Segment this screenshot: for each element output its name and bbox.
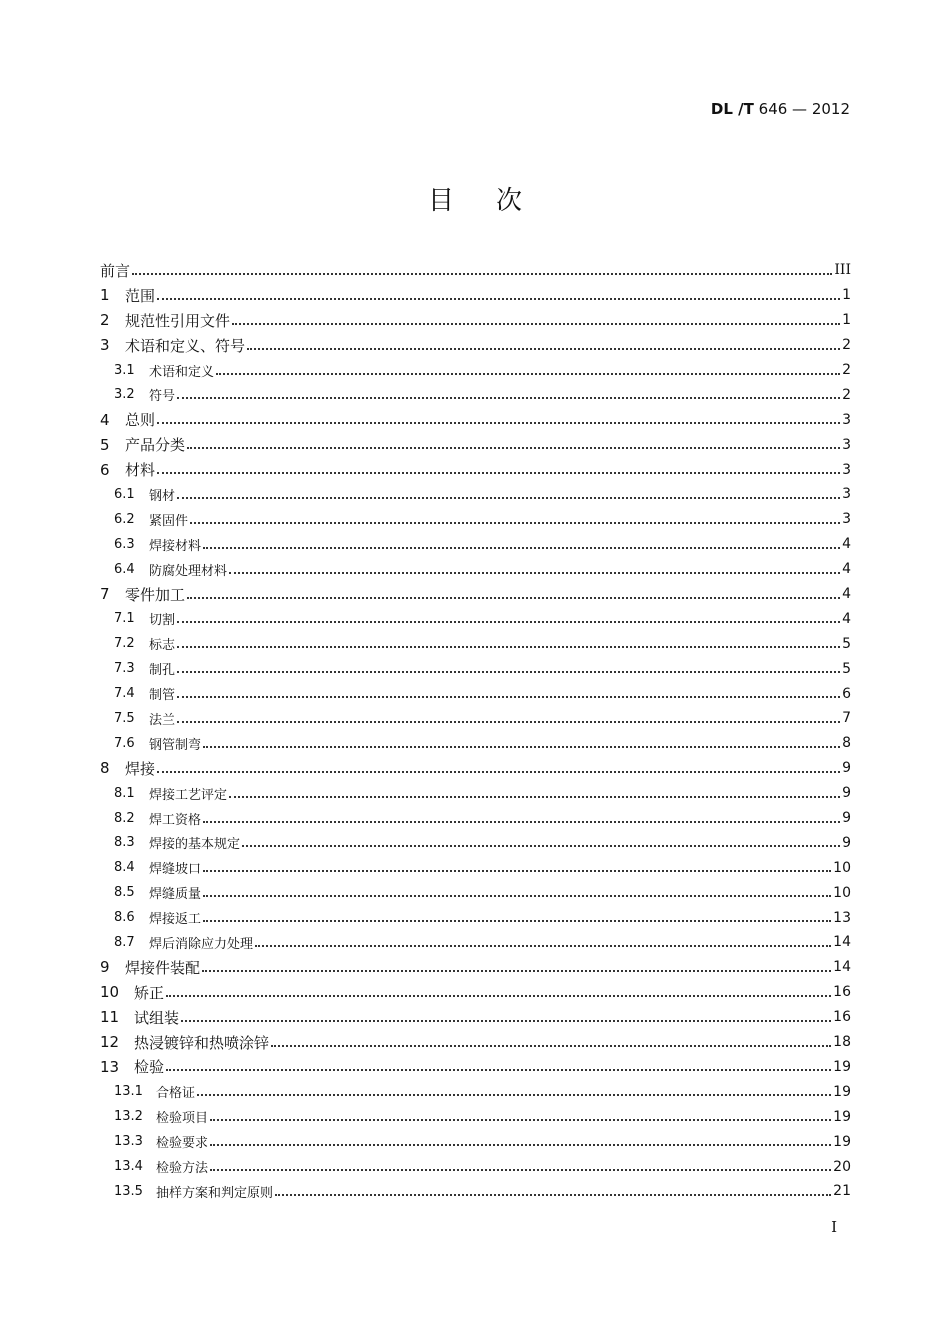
toc-entry-page: 1 xyxy=(842,312,851,329)
toc-leader-dots xyxy=(202,969,831,972)
toc-entry-title: 检验 xyxy=(134,1058,165,1077)
toc-leader-dots xyxy=(187,596,840,599)
toc-entry-title: 制管 xyxy=(149,688,176,704)
toc-entry-number: 5 xyxy=(100,435,110,454)
toc-entry-number: 6 xyxy=(100,460,110,479)
toc-entry-number: 6.2 xyxy=(114,511,135,527)
toc-leader-dots xyxy=(275,1193,831,1196)
toc-entry[interactable] xyxy=(100,308,851,333)
toc-entry[interactable] xyxy=(100,382,851,407)
toc-entry-title: 术语和定义、符号 xyxy=(125,336,246,355)
toc-entry[interactable] xyxy=(100,905,851,930)
toc-entry-number: 8.4 xyxy=(114,860,135,876)
toc-entry-page: 4 xyxy=(842,610,851,627)
standard-code xyxy=(711,100,850,118)
toc-entry[interactable] xyxy=(100,358,851,383)
toc-entry[interactable] xyxy=(100,432,851,457)
toc-entry-page: 19 xyxy=(833,1083,851,1100)
toc-entry-page: 5 xyxy=(842,660,851,677)
toc-entry-page: 21 xyxy=(833,1183,851,1200)
toc-entry[interactable] xyxy=(100,532,851,557)
toc-leader-dots xyxy=(157,297,840,300)
toc-leader-dots xyxy=(166,994,831,997)
toc-entry-title: 试组装 xyxy=(134,1008,180,1027)
toc-entry-page: 9 xyxy=(842,785,851,802)
toc-entry[interactable] xyxy=(100,582,851,607)
toc-entry-page: 3 xyxy=(842,486,851,503)
toc-entry[interactable] xyxy=(100,557,851,582)
toc-entry-title: 零件加工 xyxy=(125,585,186,604)
toc-entry-title: 焊接的基本规定 xyxy=(149,837,241,853)
toc-entry[interactable] xyxy=(100,1005,851,1030)
page-title-right: 次 xyxy=(496,186,523,216)
toc-entry-page: 3 xyxy=(842,511,851,528)
toc-leader-dots xyxy=(229,571,840,574)
toc-entry[interactable] xyxy=(100,283,851,308)
toc-entry-title: 法兰 xyxy=(149,712,176,728)
toc-leader-dots xyxy=(177,670,840,673)
toc-entry-number: 11 xyxy=(100,1008,120,1027)
toc-entry[interactable] xyxy=(100,1055,851,1080)
toc-entry-page: 2 xyxy=(842,337,851,354)
toc-entry-title: 钢管制弯 xyxy=(149,737,202,753)
toc-entry-number: 13.4 xyxy=(114,1159,143,1174)
toc-entry[interactable] xyxy=(100,258,851,283)
toc-entry-title: 制孔 xyxy=(149,663,176,679)
standard-code-number: 646 — 2012 xyxy=(758,100,850,118)
toc-entry-number: 6.1 xyxy=(114,486,135,502)
toc-leader-dots xyxy=(187,446,840,449)
toc-entry-page: 16 xyxy=(833,984,851,1001)
toc-entry[interactable] xyxy=(100,457,851,482)
toc-entry-title: 抽样方案和判定原则 xyxy=(156,1185,274,1201)
toc-entry[interactable] xyxy=(100,656,851,681)
toc-leader-dots xyxy=(242,844,840,847)
toc-entry-page: 10 xyxy=(833,884,851,901)
toc-entry-title: 钢材 xyxy=(149,488,176,504)
toc-leader-dots xyxy=(247,347,840,350)
toc-entry-title: 焊接工艺评定 xyxy=(149,787,228,803)
toc-entry-number: 6.4 xyxy=(114,561,135,577)
toc-entry-number: 8.1 xyxy=(114,785,135,801)
toc-entry-title: 总则 xyxy=(125,411,156,430)
toc-entry-number: 7.6 xyxy=(114,735,135,751)
toc-entry-title: 焊接件装配 xyxy=(125,958,201,977)
toc-entry[interactable] xyxy=(100,1129,851,1154)
toc-entry-number: 2 xyxy=(100,311,110,330)
toc-entry[interactable] xyxy=(100,1104,851,1129)
toc-entry[interactable] xyxy=(100,930,851,955)
toc-entry-title: 焊工资格 xyxy=(149,812,202,828)
toc-entry-title: 规范性引用文件 xyxy=(125,311,231,330)
toc-entry-page: 16 xyxy=(833,1009,851,1026)
standard-code-prefix: DL /T xyxy=(710,100,754,118)
toc-entry-number: 8.3 xyxy=(114,835,135,851)
toc-leader-dots xyxy=(271,1044,831,1047)
toc-entry-page: 3 xyxy=(842,411,851,428)
toc-entry-number: 7.3 xyxy=(114,661,135,677)
toc-leader-dots xyxy=(177,695,840,698)
table-of-contents xyxy=(100,258,851,1204)
toc-entry-title: 合格证 xyxy=(156,1086,196,1102)
toc-leader-dots xyxy=(166,1068,831,1071)
toc-entry-page: 13 xyxy=(833,909,851,926)
toc-entry-number: 9 xyxy=(100,958,110,977)
toc-entry[interactable] xyxy=(100,980,851,1005)
toc-entry-number: 7.5 xyxy=(114,710,135,726)
toc-entry[interactable] xyxy=(100,482,851,507)
toc-entry[interactable] xyxy=(100,1179,851,1204)
toc-entry[interactable] xyxy=(100,681,851,706)
toc-entry[interactable] xyxy=(100,631,851,656)
toc-leader-dots xyxy=(203,745,840,748)
page-title-left: 目 xyxy=(427,186,454,216)
toc-entry-page: 19 xyxy=(833,1108,851,1125)
toc-entry-title: 检验方法 xyxy=(156,1161,209,1176)
toc-entry-number: 7 xyxy=(100,585,110,604)
toc-entry-number: 13.5 xyxy=(114,1183,143,1199)
toc-entry[interactable] xyxy=(100,606,851,631)
toc-leader-dots xyxy=(203,869,831,872)
toc-entry[interactable] xyxy=(100,781,851,806)
toc-entry[interactable] xyxy=(100,806,851,831)
toc-leader-dots xyxy=(132,272,832,275)
toc-entry-page: 6 xyxy=(842,685,851,702)
toc-entry-page: 8 xyxy=(842,735,851,752)
toc-entry-number: 10 xyxy=(100,983,120,1002)
toc-entry-page: 19 xyxy=(833,1058,851,1075)
toc-entry-page: 4 xyxy=(842,586,851,603)
toc-entry-title: 切割 xyxy=(149,613,176,629)
toc-entry[interactable] xyxy=(100,731,851,756)
toc-entry-number: 8 xyxy=(100,759,110,778)
toc-entry[interactable] xyxy=(100,855,851,880)
toc-entry-page: 3 xyxy=(842,436,851,453)
toc-entry-title: 检验项目 xyxy=(156,1111,209,1127)
toc-entry[interactable] xyxy=(100,880,851,905)
toc-entry-page: 4 xyxy=(842,561,851,578)
toc-entry-page: 14 xyxy=(833,959,851,976)
toc-entry-page: 7 xyxy=(842,710,851,727)
toc-entry[interactable] xyxy=(100,1030,851,1055)
toc-entry-page: 10 xyxy=(833,859,851,876)
toc-leader-dots xyxy=(177,496,840,499)
toc-entry[interactable] xyxy=(100,756,851,781)
toc-leader-dots xyxy=(216,372,840,375)
toc-entry-number: 13.1 xyxy=(114,1084,143,1100)
toc-leader-dots xyxy=(197,1093,831,1096)
toc-entry-title: 范围 xyxy=(125,286,156,305)
toc-entry-number: 3 xyxy=(100,336,110,355)
toc-entry-page: 9 xyxy=(842,810,851,827)
toc-entry-title: 热浸镀锌和热喷涂锌 xyxy=(134,1033,270,1052)
toc-entry-page: 2 xyxy=(842,386,851,403)
toc-entry-title: 符号 xyxy=(149,389,176,405)
toc-leader-dots xyxy=(177,620,840,623)
toc-leader-dots xyxy=(232,322,840,325)
toc-leader-dots xyxy=(157,471,840,474)
toc-leader-dots xyxy=(181,1019,831,1022)
toc-entry[interactable] xyxy=(100,706,851,731)
toc-entry[interactable] xyxy=(100,1079,851,1104)
toc-entry[interactable] xyxy=(100,1154,851,1179)
toc-entry-title: 焊缝质量 xyxy=(149,887,202,903)
toc-entry-number: 3.2 xyxy=(114,387,135,403)
toc-entry-title: 防腐处理材料 xyxy=(149,563,228,579)
toc-entry[interactable] xyxy=(100,830,851,855)
toc-entry-title: 标志 xyxy=(149,638,176,654)
toc-entry[interactable] xyxy=(100,955,851,980)
toc-entry-number: 8.5 xyxy=(114,885,135,901)
toc-leader-dots xyxy=(177,396,840,399)
toc-entry-title: 紧固件 xyxy=(149,513,189,529)
toc-entry-page: 9 xyxy=(842,760,851,777)
toc-entry-page: 20 xyxy=(833,1158,851,1175)
toc-entry-number: 8.6 xyxy=(114,910,135,926)
toc-entry-number: 12 xyxy=(100,1033,120,1052)
toc-entry[interactable] xyxy=(100,407,851,432)
toc-entry-title: 前言 xyxy=(100,261,131,280)
toc-leader-dots xyxy=(203,894,831,897)
toc-entry-number: 6.3 xyxy=(114,536,135,552)
toc-entry-page: 2 xyxy=(842,362,851,378)
toc-entry[interactable] xyxy=(100,333,851,358)
toc-leader-dots xyxy=(177,645,840,648)
toc-entry-title: 检验要求 xyxy=(156,1136,209,1152)
toc-entry-page: 9 xyxy=(842,834,851,851)
toc-entry[interactable] xyxy=(100,507,851,532)
toc-entry-title: 焊接材料 xyxy=(149,538,202,554)
toc-entry-title: 焊接 xyxy=(125,759,156,778)
toc-entry-page: III xyxy=(834,262,851,279)
toc-entry-page: 5 xyxy=(842,635,851,652)
toc-leader-dots xyxy=(210,1168,831,1171)
toc-entry-page: 1 xyxy=(842,287,851,304)
toc-leader-dots xyxy=(177,720,840,723)
toc-entry-title: 焊缝坡口 xyxy=(149,862,202,878)
toc-leader-dots xyxy=(210,1118,831,1121)
toc-leader-dots xyxy=(203,820,840,823)
toc-leader-dots xyxy=(229,795,840,798)
toc-leader-dots xyxy=(255,944,831,947)
toc-entry-number: 7.4 xyxy=(114,686,135,702)
toc-entry-page: 4 xyxy=(842,536,851,553)
toc-leader-dots xyxy=(190,521,840,524)
toc-entry-number: 7.2 xyxy=(114,636,135,652)
toc-entry-title: 焊接返工 xyxy=(149,912,202,928)
toc-entry-number: 13.2 xyxy=(114,1109,143,1125)
toc-leader-dots xyxy=(203,546,840,549)
toc-leader-dots xyxy=(157,421,840,424)
toc-entry-number: 8.7 xyxy=(114,934,135,950)
toc-leader-dots xyxy=(157,770,840,773)
toc-entry-number: 3.1 xyxy=(114,362,135,378)
toc-leader-dots xyxy=(210,1143,831,1146)
page-title xyxy=(0,180,950,217)
toc-entry-title: 焊后消除应力处理 xyxy=(149,936,254,952)
toc-entry-number: 4 xyxy=(100,410,110,429)
toc-entry-number: 13.3 xyxy=(114,1134,143,1150)
toc-entry-title: 材料 xyxy=(125,461,156,480)
toc-entry-page: 14 xyxy=(833,934,851,951)
toc-entry-page: 18 xyxy=(833,1034,851,1051)
toc-entry-page: 3 xyxy=(842,461,851,478)
toc-entry-title: 矫正 xyxy=(134,983,165,1002)
toc-entry-page: 19 xyxy=(833,1133,851,1150)
toc-entry-number: 13 xyxy=(100,1057,120,1076)
toc-entry-title: 产品分类 xyxy=(125,436,186,455)
toc-entry-number: 8.2 xyxy=(114,810,135,826)
page-number: I xyxy=(831,1218,837,1236)
toc-leader-dots xyxy=(203,919,831,922)
toc-entry-title: 术语和定义 xyxy=(149,364,215,380)
toc-entry-number: 7.1 xyxy=(114,611,135,627)
toc-entry-number: 1 xyxy=(100,286,110,305)
